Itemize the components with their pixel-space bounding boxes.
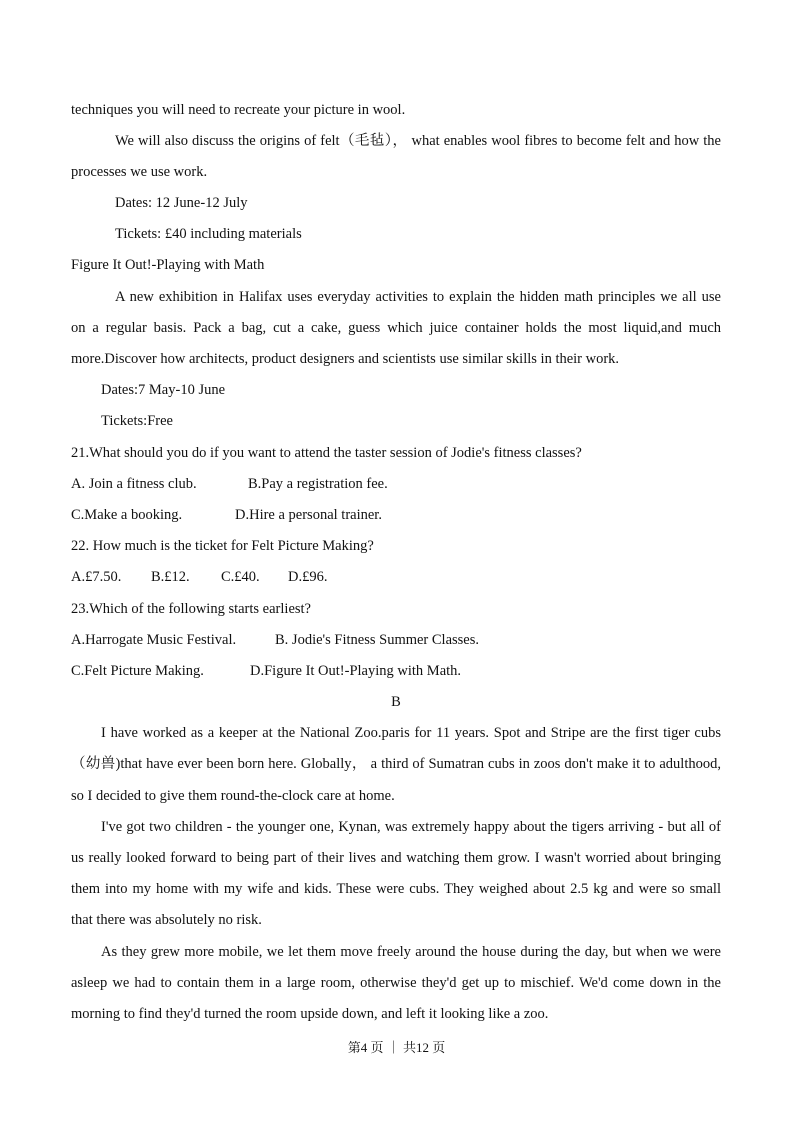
event-dates: Dates:7 May-10 June (101, 382, 226, 399)
paragraph-line: I have worked as a keeper at the National Zoo.paris for 11 years. Spot and Stripe are the first tiger cubs (101, 725, 721, 742)
option-a: A.£7.50. (71, 569, 122, 586)
paragraph-line: I've got two children - the younger one, Kynan, was extremely happy about the tigers arriving - but all of (101, 818, 721, 835)
event-tickets: Tickets:Free (101, 413, 173, 430)
page-footer: 第4 页 ｜ 共12 页 (347, 1040, 446, 1055)
paragraph-line: We will also discuss the origins of felt（毛毡）， what enables wool fibres to become felt and how the (115, 132, 721, 149)
paragraph-line: asleep we had to contain them in a large room, otherwise they'd get up to mischief. We'd come down in the (71, 974, 721, 991)
option-c: C.Make a booking. (71, 506, 183, 523)
event-title: Figure It Out!-Playing with Math (71, 257, 265, 274)
event-dates: Dates: 12 June-12 July (115, 195, 248, 212)
option-a: A.Harrogate Music Festival. (71, 631, 237, 648)
option-d: D.Figure It Out!-Playing with Math. (250, 662, 462, 679)
option-a: A. Join a fitness club. (71, 475, 197, 492)
question-stem: 21.What should you do if you want to attend the taster session of Jodie's fitness classes? (71, 444, 582, 461)
paragraph-line: A new exhibition in Halifax uses everyday activities to explain the hidden math principles we all use (115, 288, 721, 305)
paragraph-line: （幼兽)that have ever been born here. Globally， a third of Sumatran cubs in zoos don't make it to adulthood, (71, 756, 721, 773)
question-options (71, 656, 721, 687)
paragraph-line: techniques you will need to recreate your picture in wool. (71, 101, 406, 118)
question-options (71, 562, 721, 593)
section-heading: B (391, 694, 401, 711)
paragraph-line: on a regular basis. Pack a bag, cut a cake, guess which juice container holds the most liquid,and much (71, 319, 721, 336)
paragraph-line: us really looked forward to being part of their lives and watching them grow. I wasn't worried about bringing (71, 850, 721, 866)
question-options (71, 625, 721, 656)
document-page (71, 95, 721, 1031)
paragraph-line: morning to find they'd turned the room upside down, and left it looking like a zoo. (71, 1005, 549, 1022)
question-options (71, 469, 721, 500)
option-b: B.£12. (151, 569, 190, 586)
option-b: B. Jodie's Fitness Summer Classes. (275, 631, 480, 648)
event-tickets: Tickets: £40 including materials (115, 226, 302, 243)
question-stem: 22. How much is the ticket for Felt Picture Making? (71, 538, 374, 555)
paragraph-line: As they grew more mobile, we let them move freely around the house during the day, but when we were (101, 943, 721, 960)
option-c: C.Felt Picture Making. (71, 662, 204, 679)
paragraph-line: so I decided to give them round-the-clock care at home. (71, 787, 395, 804)
option-d: D.£96. (288, 569, 328, 586)
question-stem: 23.Which of the following starts earliest? (71, 600, 311, 617)
paragraph-line: more.Discover how architects, product designers and scientists use similar skills in their work. (71, 351, 620, 367)
option-c: C.£40. (221, 569, 260, 586)
option-b: B.Pay a registration fee. (248, 475, 388, 492)
option-d: D.Hire a personal trainer. (235, 506, 382, 523)
paragraph-line: that there was absolutely no risk. (71, 912, 262, 929)
paragraph-line: them into my home with my wife and kids. These were cubs. They weighed about 2.5 kg and were so small (71, 881, 721, 898)
paragraph-line: processes we use work. (71, 163, 208, 180)
question-options (71, 500, 721, 531)
